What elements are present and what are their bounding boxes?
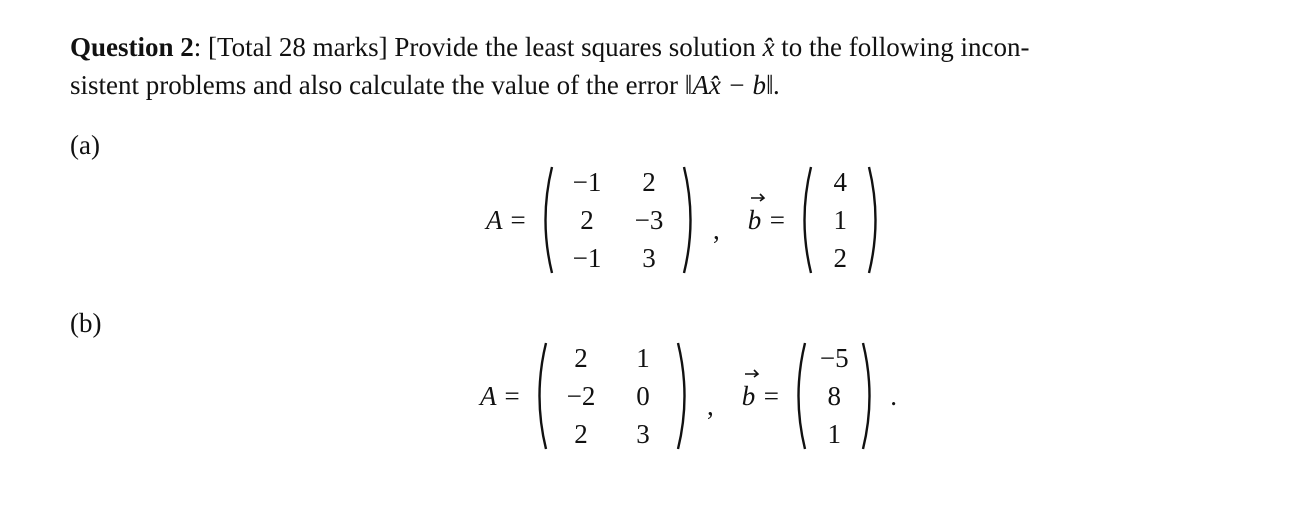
question-text-3: sistent problems and also calculate the value of the error <box>70 70 679 100</box>
right-paren-icon <box>860 340 878 452</box>
question-text-1: Provide the least squares solution <box>394 32 756 62</box>
vector-b-b <box>790 340 878 452</box>
vector-cell: 2 <box>833 243 847 273</box>
matrix-cell: 2 <box>580 205 594 235</box>
matrix-A-b <box>531 340 693 452</box>
vector-b-b-grid <box>808 343 860 449</box>
vector-arrow-icon <box>744 368 760 378</box>
vector-cell: 1 <box>833 205 847 235</box>
matrix-A-b-grid <box>549 343 675 449</box>
matrix-cell: 2 <box>574 419 588 449</box>
vector-cell: 1 <box>827 419 841 449</box>
A-equals: A = <box>486 204 527 235</box>
x-hat: x̂ <box>762 32 775 62</box>
question-line-1: Question 2: [Total 28 marks] Provide the least squares solution x̂ to the following incon- <box>70 32 1030 62</box>
vector-cell: −5 <box>819 343 849 373</box>
part-b-label: (b) <box>70 308 102 338</box>
left-paren-icon <box>537 164 555 276</box>
matrix-cell: 2 <box>574 343 588 373</box>
matrix-cell: 2 <box>642 167 656 197</box>
b-equals <box>748 205 786 236</box>
matrix-cell: 0 <box>636 381 650 411</box>
vector-cell: 8 <box>827 381 841 411</box>
vector-b-a <box>796 164 884 276</box>
matrix-cell: 1 <box>636 343 650 373</box>
A-equals: A = <box>480 380 521 411</box>
error-norm: ‖Ax̂ − b‖. <box>684 70 781 100</box>
part-a-label: (a) <box>70 130 100 160</box>
question-label: Question 2 <box>70 32 194 62</box>
left-paren-icon <box>796 164 814 276</box>
marks-label: [Total 28 marks] <box>208 32 388 62</box>
vector-b-a-grid <box>814 167 866 273</box>
comma: , <box>706 391 714 421</box>
matrix-cell: −1 <box>572 167 602 197</box>
comma: , <box>712 215 720 245</box>
matrix-A-a <box>537 164 699 276</box>
question-text <box>70 28 1230 104</box>
left-paren-icon <box>531 340 549 452</box>
right-paren-icon <box>866 164 884 276</box>
matrix-A-a-grid <box>555 167 681 273</box>
matrix-cell: 3 <box>642 243 656 273</box>
b-equals-text: b = <box>741 380 781 411</box>
question-line-2 <box>70 66 1230 104</box>
matrix-cell: 3 <box>636 419 650 449</box>
matrix-cell: −3 <box>634 205 664 235</box>
right-paren-icon <box>681 164 699 276</box>
left-paren-icon <box>790 340 808 452</box>
part-a-equation <box>486 164 896 276</box>
right-paren-icon <box>675 340 693 452</box>
b-equals-text: b = <box>747 204 787 235</box>
question-text-2: to the following incon- <box>781 32 1030 62</box>
equation-end: . <box>890 380 897 411</box>
vector-cell: 4 <box>833 167 847 197</box>
matrix-cell: −1 <box>572 243 602 273</box>
part-b-equation <box>480 340 897 452</box>
matrix-cell: −2 <box>566 381 596 411</box>
vector-arrow-icon <box>750 192 766 202</box>
b-equals <box>742 381 780 412</box>
